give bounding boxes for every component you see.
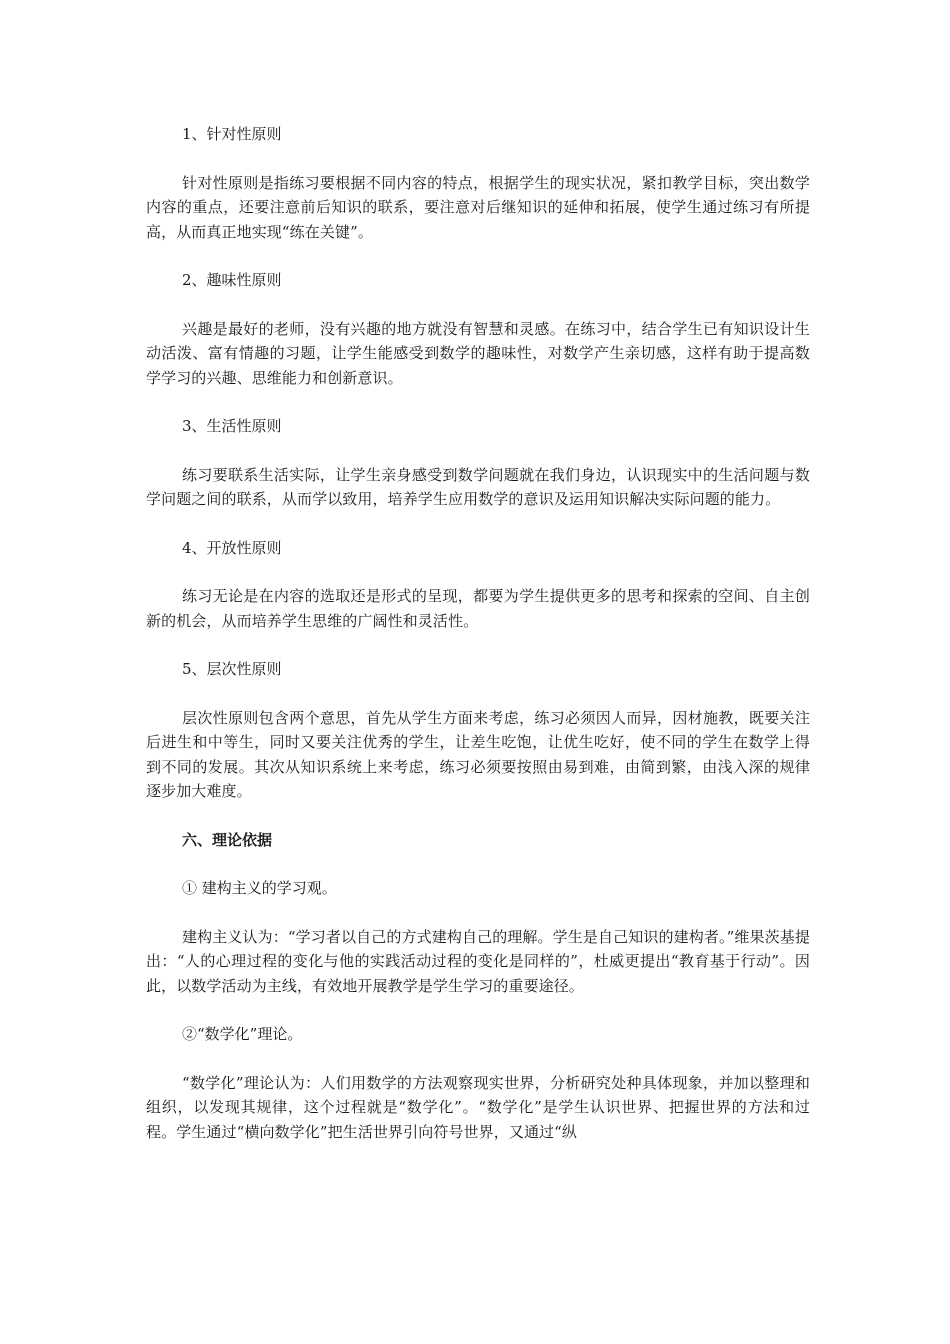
section-body-1: 针对性原则是指练习要根据不同内容的特点，根据学生的现实状况，紧扣教学目标，突出数学内容的重点，还要注意前后知识的联系，要注意对后继知识的延伸和拓展，使学生通过练习有所提高，从而真正地实现“练在关键”。 [146,173,810,241]
section-body-4: 练习无论是在内容的选取还是形式的呈现，都要为学生提供更多的思考和探索的空间、自主创新的机会，从而培养学生思维的广阔性和灵活性。 [146,587,810,630]
section-heading-1: 1、针对性原则 [182,125,282,143]
section-body-3: 练习要联系生活实际，让学生亲身感受到数学问题就在我们身边，认识现实中的生活问题与数学问题之间的联系，从而学以致用，培养学生应用数学的意识及运用知识解决实际问题的能力。 [146,465,810,508]
theory-item-2-body: “数学化”理论认为：人们用数学的方法观察现实世界，分析研究处种具体现象，并加以整理和组织，以发现其规律，这个过程就是“数学化”。“数学化”是学生认识世界、把握世界的方法和过程。学生通过“横向数学化”把生活世界引向符号世界，又通过“纵 [146,1073,810,1141]
section-body-5: 层次性原则包含两个意思，首先从学生方面来考虑，练习必须因人而异，因材施教，既要关注后进生和中等生，同时又要关注优秀的学生，让差生吃饱，让优生吃好，使不同的学生在数学上得到不同的发展。其次从知识系统上来考虑，练习必须要按照由易到难，由简到繁，由浅入深的规律逐步加大难度。 [146,708,810,800]
document-page [146,122,810,1144]
section-heading-2: 2、趣味性原则 [182,271,282,289]
theory-heading: 六、理论依据 [182,830,273,849]
theory-item-1-heading: ① 建构主义的学习观。 [182,879,337,897]
section-heading-4: 4、开放性原则 [182,538,282,557]
theory-item-1-body: 建构主义认为：“学习者以自己的方式建构自己的理解。学生是自己知识的建构者。”维果茨基提出：“人的心理过程的变化与他的实践活动过程的变化是同样的”，杜威更提出“教育基于行动”。因此，以数学活动为主线，有效地开展教学是学生学习的重要途径。 [146,927,810,995]
section-heading-5: 5、层次性原则 [182,660,282,678]
section-heading-3: 3、生活性原则 [182,417,282,435]
section-body-2: 兴趣是最好的老师，没有兴趣的地方就没有智慧和灵感。在练习中，结合学生已有知识设计生动活泼、富有情趣的习题，让学生能感受到数学的趣味性，对数学产生亲切感，这样有助于提高数学学习的兴趣、思维能力和创新意识。 [146,319,810,387]
theory-item-2-heading: ②“数学化”理论。 [182,1025,303,1043]
